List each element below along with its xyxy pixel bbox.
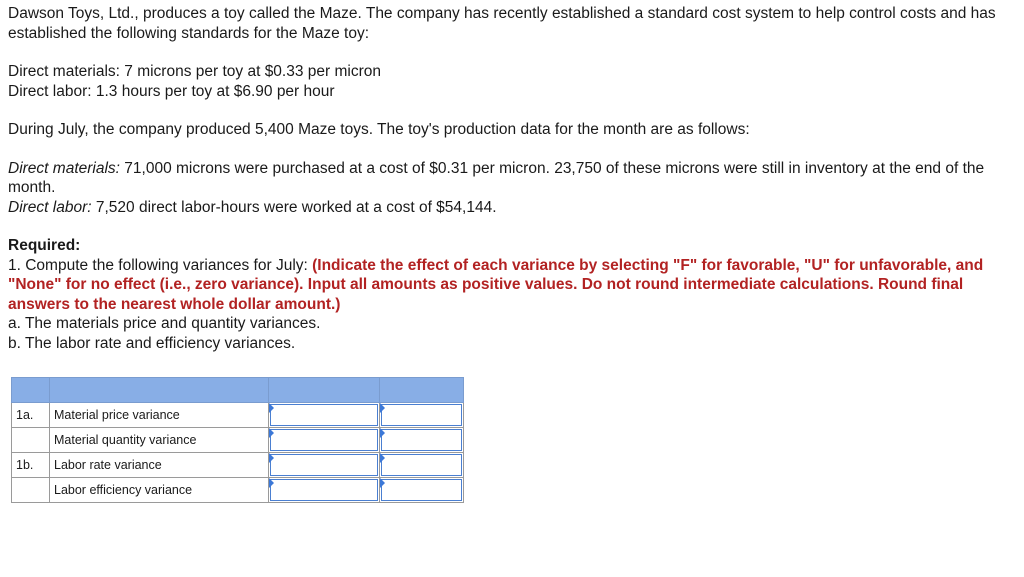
labor-rate-amount-input[interactable] <box>270 454 378 476</box>
row-label: Material price variance <box>50 403 269 428</box>
input-marker-icon <box>269 478 274 488</box>
header-cell-id <box>12 378 50 403</box>
row-label: Material quantity variance <box>50 428 269 453</box>
row-id <box>12 428 50 453</box>
input-marker-icon <box>269 428 274 438</box>
standard-materials: Direct materials: 7 microns per toy at $0.33 per micron <box>8 63 381 80</box>
material-price-amount-input[interactable] <box>270 404 378 426</box>
header-cell-label <box>50 378 269 403</box>
labor-rate-effect-select[interactable] <box>381 454 462 476</box>
material-price-effect-select[interactable] <box>381 404 462 426</box>
required-heading: Required: <box>8 237 81 254</box>
table-row <box>12 403 464 428</box>
effect-cell <box>380 453 464 478</box>
question-1-instructions: (Indicate the effect of each variance by selecting "F" for favorable, "U" for unfavorable, and "None" for no effect (i.e., zero variance). Input all amounts as positive values. Do not round intermediate calculations. Round final answers to the nearest whole dollar amount.) <box>8 256 984 313</box>
row-label: Labor efficiency variance <box>50 478 269 503</box>
question-a: a. The materials price and quantity variances. <box>8 315 321 332</box>
intro-text: Dawson Toys, Ltd., produces a toy called the Maze. The company has recently established a standard cost system to help control costs and has established the following standards for the Maze toy: <box>8 5 996 42</box>
production-text: During July, the company produced 5,400 Maze toys. The toy's production data for the month are as follows: <box>8 121 750 138</box>
effect-cell <box>380 428 464 453</box>
question-1 <box>8 256 1016 315</box>
direct-materials-text: 71,000 microns were purchased at a cost of $0.31 per micron. 23,750 of these microns were still in inventory at the end of the month. <box>8 159 985 196</box>
input-marker-icon <box>269 403 274 413</box>
labor-efficiency-amount-input[interactable] <box>270 479 378 501</box>
table-row <box>12 478 464 503</box>
labor-efficiency-effect-select[interactable] <box>381 479 462 501</box>
row-id: 1a. <box>12 403 50 428</box>
material-quantity-effect-select[interactable] <box>381 429 462 451</box>
amount-cell <box>269 403 380 428</box>
input-marker-icon <box>380 478 385 488</box>
input-marker-icon <box>380 403 385 413</box>
row-id <box>12 478 50 503</box>
direct-labor-text: 7,520 direct labor-hours were worked at a cost of $54,144. <box>91 198 497 216</box>
direct-materials-label: Direct materials: <box>8 159 120 177</box>
effect-cell <box>380 403 464 428</box>
variance-table <box>11 377 464 503</box>
header-cell-effect <box>380 378 464 403</box>
question-1-lead: 1. Compute the following variances for July: <box>8 256 313 274</box>
effect-cell <box>380 478 464 503</box>
header-cell-amount <box>269 378 380 403</box>
direct-materials-data <box>8 159 1016 198</box>
input-marker-icon <box>380 453 385 463</box>
direct-labor-label: Direct labor: <box>8 198 92 216</box>
table-row <box>12 428 464 453</box>
material-quantity-amount-input[interactable] <box>270 429 378 451</box>
row-label: Labor rate variance <box>50 453 269 478</box>
row-id: 1b. <box>12 453 50 478</box>
direct-labor-data <box>8 198 1016 218</box>
standard-labor: Direct labor: 1.3 hours per toy at $6.90 per hour <box>8 82 335 100</box>
table-header-row <box>12 378 464 403</box>
amount-cell <box>269 428 380 453</box>
input-marker-icon <box>269 453 274 463</box>
table-row <box>12 453 464 478</box>
question-b: b. The labor rate and efficiency variances. <box>8 334 296 352</box>
amount-cell <box>269 453 380 478</box>
amount-cell <box>269 478 380 503</box>
input-marker-icon <box>380 428 385 438</box>
problem-statement <box>8 4 1016 353</box>
